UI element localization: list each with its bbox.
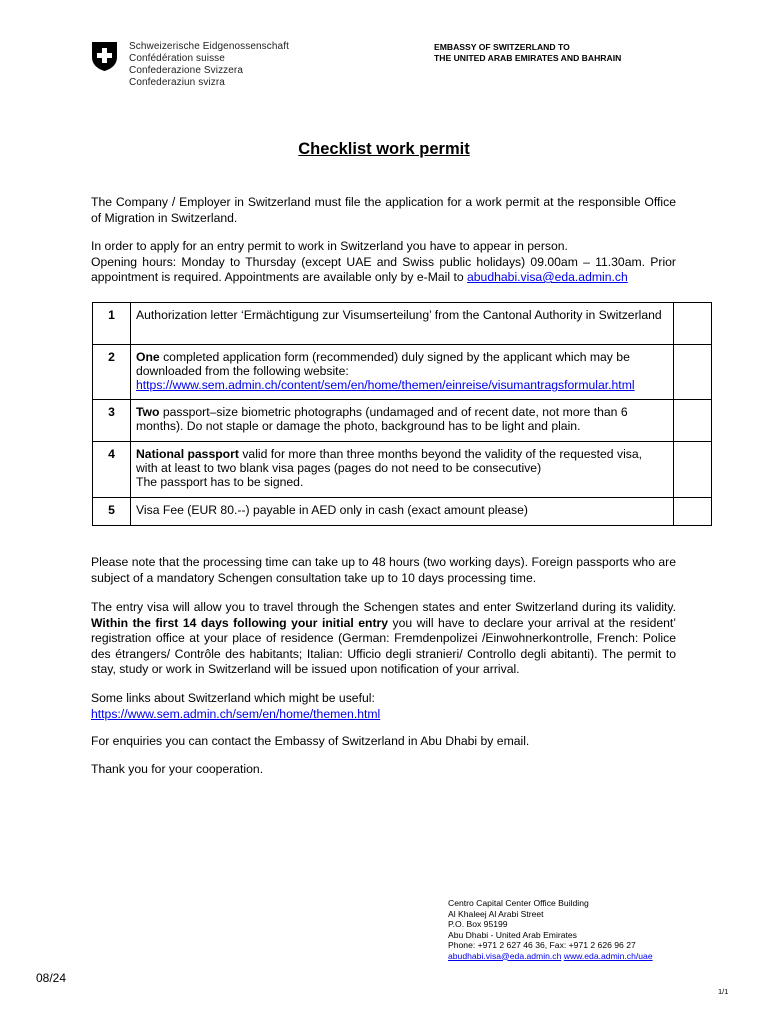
government-name-it: Confederazione Svizzera	[129, 65, 244, 76]
embassy-line-1: EMBASSY OF SWITZERLAND TO	[434, 42, 570, 52]
government-names	[129, 41, 289, 89]
address-line: Phone: +971 2 627 46 36, Fax: +971 2 626 96 27	[448, 940, 636, 950]
item-description	[131, 498, 674, 526]
intro-paragraph: The Company / Employer in Switzerland must file the application for a work permit at the responsible Office of Migration in Switzerland.	[91, 195, 676, 225]
item-number: 3	[93, 400, 131, 442]
appointment-line-1: In order to apply for an entry permit to work in Switzerland you have to appear in person.	[91, 239, 568, 253]
item-description	[131, 400, 674, 442]
enquiries-paragraph: For enquiries you can contact the Embassy of Switzerland in Abu Dhabi by email.	[91, 734, 530, 748]
item-number: 1	[93, 303, 131, 345]
item-emphasis: One	[136, 350, 160, 364]
entry-text-post: you will have to declare your arrival at the resident’ registration office at your place of residence (German: Fremdenpolizei /Einwohnerkontrolle, French: Police des étrangers/ Contrôle des habitants; Italian: Ufficio degli stranieri/ Controllo degli abitanti). The permit to stay, study or work in Switzerland will be issued upon notification of your arrival.	[91, 615, 676, 676]
entry-paragraph	[91, 600, 676, 678]
item-extra-text: The passport has to be signed.	[136, 474, 304, 489]
item-checkbox[interactable]	[674, 303, 712, 345]
links-intro: Some links about Switzerland which might be useful:	[91, 691, 375, 705]
item-description	[131, 303, 674, 345]
item-text: passport–size biometric photographs (undamaged and of recent date, not more than 6 months). Do not staple or damage the photo, background has to be light and plain.	[136, 405, 628, 433]
address-line: Centro Capital Center Office Building	[448, 898, 589, 908]
item-number: 5	[93, 498, 131, 526]
page-number: 1/1	[718, 987, 729, 996]
entry-text-bold: Within the first 14 days following your initial entry	[91, 615, 389, 630]
item-checkbox[interactable]	[674, 498, 712, 526]
address-links	[448, 951, 653, 962]
footer-website-link[interactable]: www.eda.admin.ch/uae	[563, 950, 653, 961]
item-description	[131, 442, 674, 498]
item-checkbox[interactable]	[674, 345, 712, 400]
table-row	[93, 303, 712, 345]
address-line: P.O. Box 95199	[448, 919, 508, 929]
item-emphasis: National passport	[136, 447, 239, 461]
footer-email-link[interactable]: abudhabi.visa@eda.admin.ch	[448, 950, 562, 961]
sem-themes-link[interactable]: https://www.sem.admin.ch/sem/en/home/themen.html	[91, 706, 381, 721]
page-title: Checklist work permit	[298, 140, 470, 158]
item-emphasis: Two	[136, 405, 160, 419]
item-description	[131, 345, 674, 400]
table-row	[93, 400, 712, 442]
swiss-coat-of-arms-icon	[91, 41, 118, 72]
processing-paragraph: Please note that the processing time can take up to 48 hours (two working days). Foreign passports who are subject of a mandatory Schengen consultation take up to 10 days processing time.	[91, 555, 676, 585]
government-name-rm: Confederaziun svizra	[129, 77, 225, 88]
appointment-paragraph	[91, 239, 676, 286]
address-line: Abu Dhabi - United Arab Emirates	[448, 929, 577, 940]
government-name-de: Schweizerische Eidgenossenschaft	[129, 41, 289, 52]
thanks-paragraph: Thank you for your cooperation.	[91, 762, 264, 776]
document-code: 08/24	[36, 971, 67, 985]
visa-email-link[interactable]: abudhabi.visa@eda.admin.ch	[467, 270, 628, 284]
entry-text-pre: The entry visa will allow you to travel through the Schengen states and enter Switzerland during its validity.	[91, 600, 676, 614]
item-text: completed application form (recommended) duly signed by the applicant which may be downloaded from the following website:	[136, 350, 630, 378]
table-row	[93, 498, 712, 526]
item-checkbox[interactable]	[674, 442, 712, 498]
embassy-line-2: THE UNITED ARAB EMIRATES AND BAHRAIN	[434, 52, 622, 63]
appointment-line-2: Opening hours: Monday to Thursday (except UAE and Swiss public holidays) 09.00am – 11.30am. Prior appointment is required. Appointments are available only by e-Mail to	[91, 254, 676, 284]
embassy-heading	[434, 42, 621, 63]
embassy-address	[448, 898, 653, 961]
application-form-link[interactable]: https://www.sem.admin.ch/content/sem/en/home/themen/einreise/visumantragsformular.html	[136, 377, 635, 392]
item-number: 4	[93, 442, 131, 498]
address-line: Al Khaleej Al Arabi Street	[448, 908, 544, 919]
table-row	[93, 345, 712, 400]
links-paragraph	[91, 691, 676, 722]
checklist-table	[92, 302, 712, 526]
item-text: valid for more than three months beyond the validity of the requested visa, with at least to two blank visa pages (pages do not need to be consecutive)	[136, 447, 643, 475]
government-name-fr: Confédération suisse	[129, 53, 225, 64]
item-number: 2	[93, 345, 131, 400]
table-row	[93, 442, 712, 498]
item-text: Authorization letter ‘Ermächtigung zur Visumserteilung’ from the Cantonal Authority in Switzerland	[136, 308, 662, 322]
item-checkbox[interactable]	[674, 400, 712, 442]
item-text: Visa Fee (EUR 80.--) payable in AED only in cash (exact amount please)	[136, 503, 528, 517]
